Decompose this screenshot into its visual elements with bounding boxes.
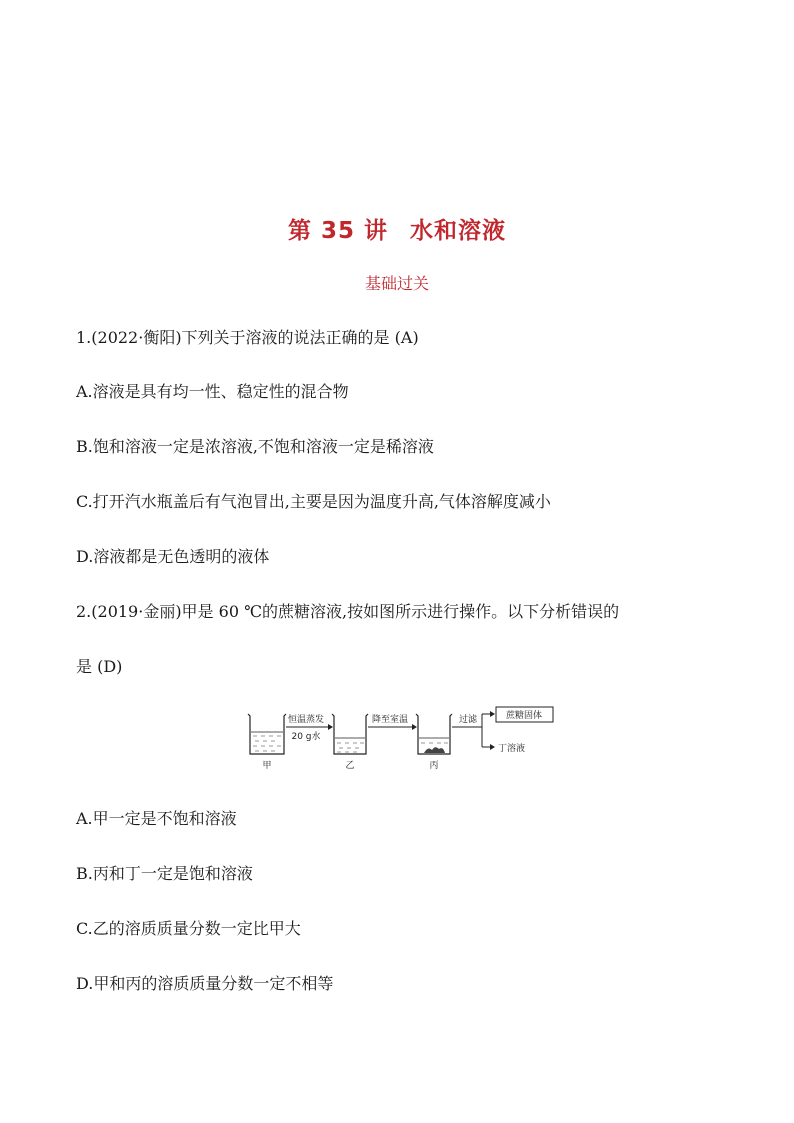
lecture-title: [0, 212, 794, 245]
sugar-crystals: [424, 747, 445, 753]
question-2-stem-line-1: 2.(2019·金丽)甲是 60 ℃的蔗糖溶液,按如图所示进行操作。以下分析错误的: [76, 602, 620, 621]
step-filter-label: 过滤: [458, 715, 478, 725]
experiment-diagram: [244, 706, 556, 772]
beaker-jia-label: 甲: [262, 761, 272, 771]
beaker-bing: [416, 714, 452, 754]
step-cool-label: 降至室温: [371, 715, 409, 725]
beaker-jia: [248, 714, 286, 754]
step-evaporate-amount: 20 g水: [291, 732, 321, 742]
question-1-option-a: A.溶液是具有均一性、稳定性的混合物: [76, 382, 349, 401]
section-heading: 基础过关: [364, 274, 429, 293]
step-evaporate-label: 恒温蒸发: [287, 715, 325, 725]
question-2-option-b: B.丙和丁一定是饱和溶液: [76, 864, 253, 883]
solid-output-label: 蔗糖固体: [505, 711, 543, 721]
liquid-output-label: 丁溶液: [498, 744, 526, 754]
question-2-option-d: D.甲和丙的溶质质量分数一定不相等: [76, 974, 334, 993]
beaker-yi-label: 乙: [345, 761, 355, 771]
question-2-stem-line-2: 是 (D): [76, 657, 123, 676]
beaker-yi: [332, 714, 368, 754]
question-2-option-c: C.乙的溶质质量分数一定比甲大: [76, 919, 301, 938]
question-1-stem: 1.(2022·衡阳)下列关于溶液的说法正确的是 (A): [76, 328, 419, 347]
question-1-option-c: C.打开汽水瓶盖后有气泡冒出,主要是因为温度升高,气体溶解度减小: [76, 492, 551, 511]
beaker-bing-label: 丙: [429, 761, 439, 771]
question-2-option-a: A.甲一定是不饱和溶液: [76, 809, 237, 828]
question-1-option-b: B.饱和溶液一定是浓溶液,不饱和溶液一定是稀溶液: [76, 437, 434, 456]
question-1-option-d: D.溶液都是无色透明的液体: [76, 547, 270, 566]
lecture-topic: 水和溶液: [410, 218, 507, 244]
lecture-number: 第 35 讲: [287, 218, 389, 244]
